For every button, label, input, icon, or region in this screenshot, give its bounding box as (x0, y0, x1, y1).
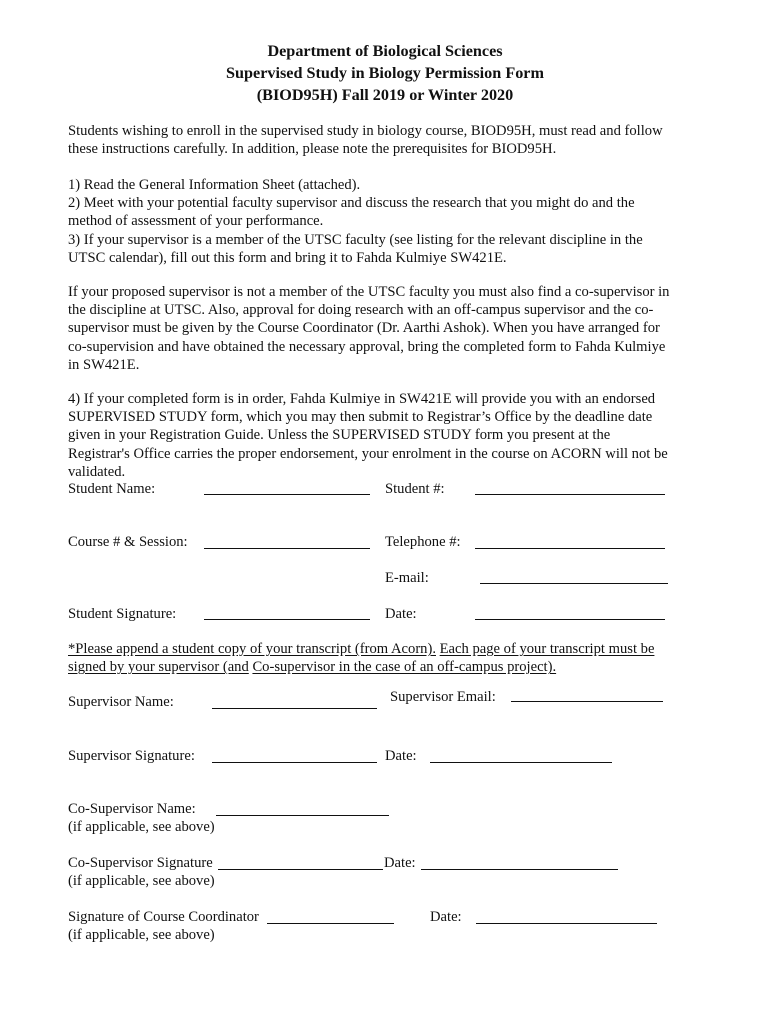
supervisor-signature-field[interactable] (212, 762, 377, 763)
step-4-line: 4) If your completed form is in order, Fahda Kulmiye in SW421E will provide you with an endorsed (68, 391, 656, 407)
coordinator-signature-field[interactable] (267, 923, 394, 924)
transcript-note-text: Each page of your transcript must be (439, 641, 655, 657)
cosupervisor-signature-label: Co-Supervisor Signature (68, 855, 213, 871)
telephone-field[interactable] (475, 548, 665, 549)
cosupervisor-signature-field[interactable] (218, 869, 383, 870)
step-3: 3) If your supervisor is a member of the UTSC faculty (see listing for the relevant discipline in the (68, 231, 643, 248)
supervisor-date-field[interactable] (430, 762, 612, 763)
cosupervisor-name-field[interactable] (216, 815, 389, 816)
transcript-note-line (68, 640, 698, 658)
intro-line: Students wishing to enroll in the supervised study in biology course, BIOD95H, must read and follow (68, 123, 663, 139)
steps-list (68, 176, 698, 267)
course-session-field[interactable] (204, 548, 370, 549)
intro-paragraph (68, 122, 698, 158)
telephone-label: Telephone #: (385, 534, 461, 550)
offcampus-line: supervisor must be given by the Course Coordinator (Dr. Aarthi Ashok). When you have arranged for (68, 320, 660, 337)
step-4-line: given in your Registration Guide. Unless the SUPERVISED STUDY form you present at the (68, 427, 611, 444)
cosupervisor-name-note: (if applicable, see above) (68, 819, 215, 835)
form-title: Supervised Study in Biology Permission Form (226, 64, 544, 82)
coordinator-date-label: Date: (430, 909, 462, 925)
step-2: 2) Meet with your potential faculty supervisor and discuss the research that you might do and the (68, 195, 635, 212)
supervisor-email-label: Supervisor Email: (390, 689, 496, 705)
step-4-line: Registrar's Office carries the proper endorsement, your enrolment in the course on ACORN will not be (68, 445, 668, 462)
cosupervisor-date-field[interactable] (421, 869, 618, 870)
step-4-line: SUPERVISED STUDY form, which you may then submit to Registrar’s Office by the deadline date (68, 409, 653, 426)
student-number-field[interactable] (475, 494, 665, 495)
transcript-note-line (68, 658, 698, 676)
coordinator-signature-note: (if applicable, see above) (68, 927, 215, 943)
step-4-line: validated. (68, 463, 126, 480)
student-date-label: Date: (385, 606, 417, 622)
coordinator-date-field[interactable] (476, 923, 657, 924)
department-title: Department of Biological Sciences (267, 42, 503, 60)
course-term-title: (BIOD95H) Fall 2019 or Winter 2020 (256, 86, 514, 104)
supervisor-signature-label: Supervisor Signature: (68, 748, 195, 764)
student-signature-label: Student Signature: (68, 606, 177, 622)
email-label: E-mail: (385, 570, 429, 586)
student-name-field[interactable] (204, 494, 370, 495)
email-field[interactable] (480, 583, 668, 584)
transcript-note-text: signed by your supervisor (and (68, 659, 249, 676)
transcript-note (68, 640, 698, 676)
supervisor-date-label: Date: (385, 748, 417, 764)
step-4-paragraph (68, 390, 698, 481)
student-date-field[interactable] (475, 619, 665, 620)
student-signature-field[interactable] (204, 619, 370, 620)
step-1: 1) Read the General Information Sheet (attached). (68, 177, 361, 193)
transcript-note-text: Co-supervisor in the case of an off-campus project). (252, 659, 557, 676)
coordinator-signature-label: Signature of Course Coordinator (68, 909, 259, 925)
step-3-cont: UTSC calendar), fill out this form and bring it to Fahda Kulmiye SW421E. (68, 249, 507, 266)
student-name-label: Student Name: (68, 481, 156, 497)
cosupervisor-name-label: Co-Supervisor Name: (68, 801, 196, 817)
cosupervisor-date-label: Date: (384, 855, 416, 871)
student-number-label: Student #: (385, 481, 445, 497)
intro-line: these instructions carefully. In addition, please note the prerequisites for BIOD95H. (68, 141, 557, 158)
supervisor-name-field[interactable] (212, 708, 377, 709)
offcampus-line: the discipline at UTSC. Also, approval for doing research with an off-campus supervisor and the co- (68, 302, 654, 319)
transcript-note-text: *Please append a student copy of your transcript (from Acorn). (68, 641, 436, 657)
course-session-label: Course # & Session: (68, 534, 188, 550)
supervisor-name-label: Supervisor Name: (68, 694, 174, 710)
offcampus-line: in SW421E. (68, 356, 140, 373)
offcampus-line: co-supervision and have obtained the necessary approval, bring the completed form to Fahda Kulmiye (68, 338, 666, 355)
step-2-cont: method of assessment of your performance. (68, 213, 324, 230)
offcampus-line: If your proposed supervisor is not a member of the UTSC faculty you must also find a co-supervisor in (68, 284, 670, 300)
offcampus-paragraph (68, 283, 698, 374)
cosupervisor-signature-note: (if applicable, see above) (68, 873, 215, 889)
supervisor-email-field[interactable] (511, 701, 663, 702)
